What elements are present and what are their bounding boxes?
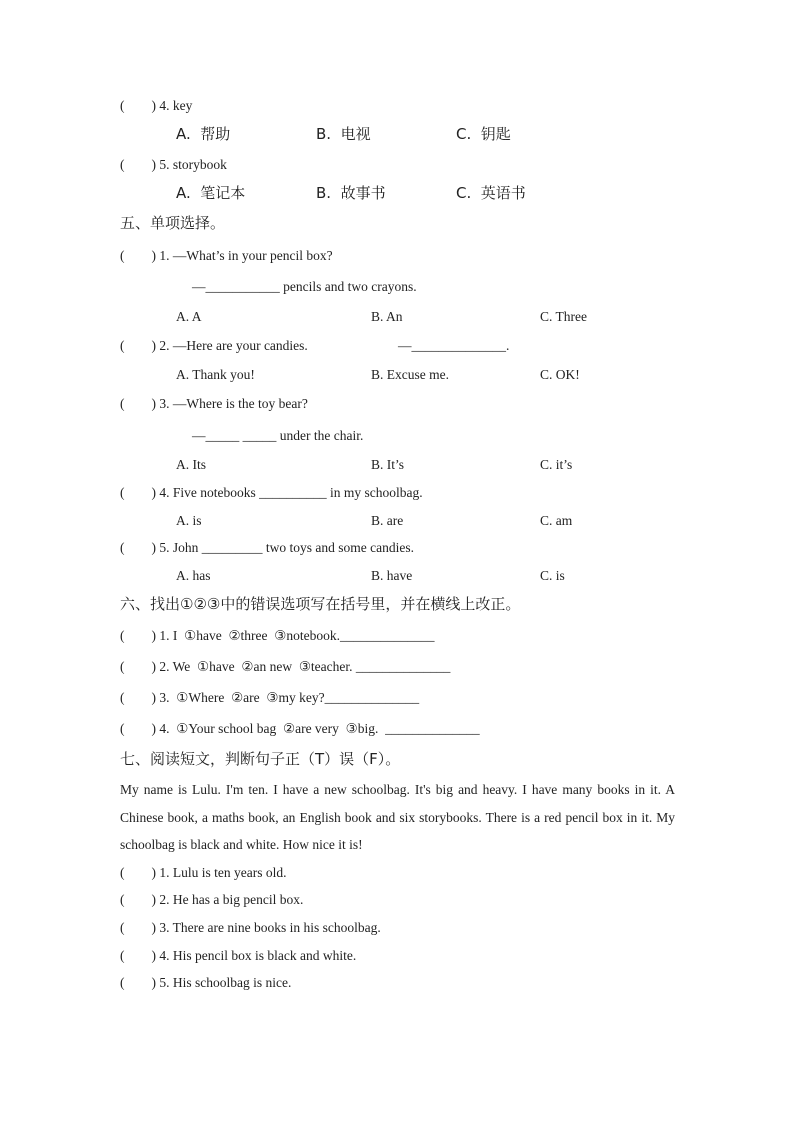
s5-q3-option-c: C. it’s bbox=[540, 457, 573, 472]
vocab-q5-option-c: C. 英语书 bbox=[456, 184, 526, 202]
s5-q3-option-a: A. Its bbox=[176, 457, 206, 472]
s5-q1-option-a: A. A bbox=[176, 309, 202, 324]
s5-q1-option-b: B. An bbox=[371, 309, 403, 324]
s5-q2-option-b: B. Excuse me. bbox=[371, 367, 449, 382]
s5-q2-option-a: A. Thank you! bbox=[176, 367, 255, 382]
s5-q4-stem: ( ) 4. Five notebooks __________ in my schoolbag. bbox=[120, 485, 423, 500]
s5-q2-answer-line: —______________. bbox=[398, 338, 510, 353]
s7-statement-5: ( ) 5. His schoolbag is nice. bbox=[120, 975, 292, 990]
section6-heading: 六、找出①②③中的错误选项写在括号里，并在横线上改正。 bbox=[120, 595, 521, 613]
s5-q1-option-c: C. Three bbox=[540, 309, 587, 324]
s5-q4-option-a: A. is bbox=[176, 513, 202, 528]
s7-statement-1: ( ) 1. Lulu is ten years old. bbox=[120, 865, 287, 880]
vocab-q5-option-a: A. 笔记本 bbox=[176, 184, 246, 202]
s6-q4: ( ) 4. ①Your school bag ②are very ③big. ______________ bbox=[120, 721, 480, 736]
s7-statement-2: ( ) 2. He has a big pencil box. bbox=[120, 892, 304, 907]
section7-heading: 七、阅读短文，判断句子正（T）误（F）。 bbox=[120, 750, 401, 768]
s5-q5-option-a: A. has bbox=[176, 568, 211, 583]
s5-q4-option-b: B. are bbox=[371, 513, 404, 528]
s7-statement-4: ( ) 4. His pencil box is black and white. bbox=[120, 948, 357, 963]
vocab-q5-stem: ( ) 5. storybook bbox=[120, 157, 227, 172]
vocab-q4-option-a: A. 帮助 bbox=[176, 125, 231, 143]
s5-q4-option-c: C. am bbox=[540, 513, 573, 528]
s5-q5-option-b: B. have bbox=[371, 568, 413, 583]
reading-passage: My name is Lulu. I'm ten. I have a new schoolbag. It's big and heavy. I have many books in it. A Chinese book, a maths book, an English book and six storybooks. There is a red pencil box in it. My schoolbag is black and white. How nice it is! bbox=[120, 782, 675, 852]
s5-q5-option-c: C. is bbox=[540, 568, 565, 583]
s6-q2: ( ) 2. We ①have ②an new ③teacher. ______________ bbox=[120, 659, 451, 674]
vocab-q4-option-c: C. 钥匙 bbox=[456, 125, 511, 143]
s5-q1-answer-line: —___________ pencils and two crayons. bbox=[192, 279, 417, 294]
s5-q3-stem: ( ) 3. —Where is the toy bear? bbox=[120, 396, 308, 411]
vocab-q5-option-b: B. 故事书 bbox=[316, 184, 386, 202]
s5-q3-option-b: B. It’s bbox=[371, 457, 405, 472]
s5-q5-stem: ( ) 5. John _________ two toys and some candies. bbox=[120, 540, 414, 555]
s5-q2-option-c: C. OK! bbox=[540, 367, 580, 382]
s5-q2-stem: ( ) 2. —Here are your candies. bbox=[120, 338, 308, 353]
s5-q3-answer-line: —_____ _____ under the chair. bbox=[192, 428, 364, 443]
s5-q1-stem: ( ) 1. —What’s in your pencil box? bbox=[120, 248, 333, 263]
vocab-q4-option-b: B. 电视 bbox=[316, 125, 371, 143]
section5-heading: 五、单项选择。 bbox=[120, 214, 226, 232]
vocab-q4-stem: ( ) 4. key bbox=[120, 98, 193, 113]
s7-statement-3: ( ) 3. There are nine books in his schoolbag. bbox=[120, 920, 381, 935]
s6-q3: ( ) 3. ①Where ②are ③my key?______________ bbox=[120, 690, 420, 705]
s6-q1: ( ) 1. I ①have ②three ③notebook.______________ bbox=[120, 628, 435, 643]
